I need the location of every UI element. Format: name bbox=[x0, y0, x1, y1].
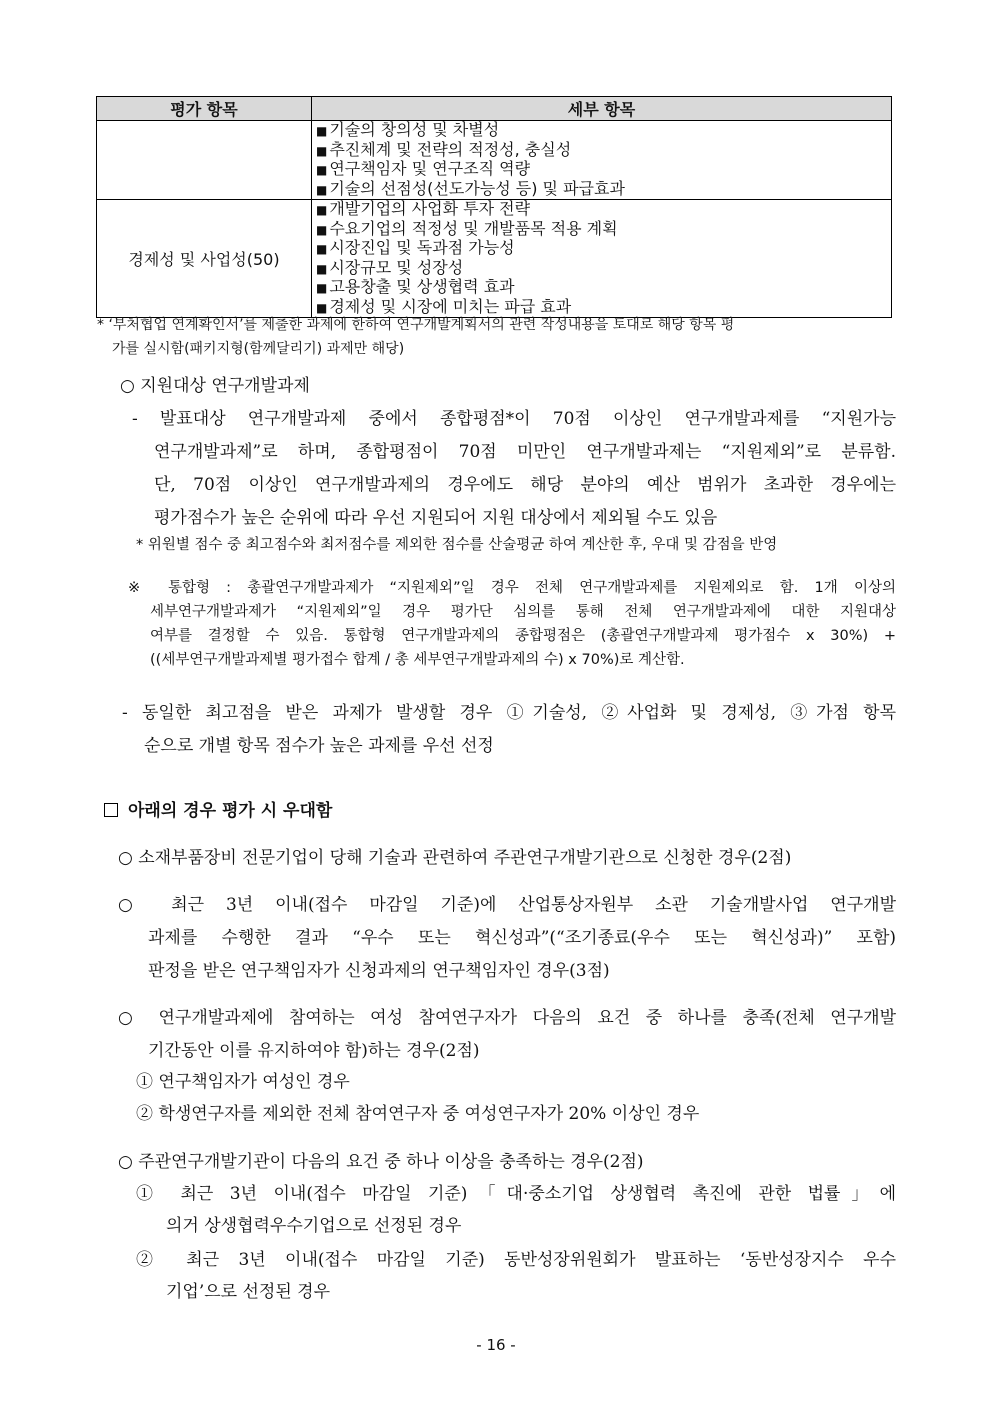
section-title: ○ 지원대상 연구개발과제 bbox=[120, 376, 310, 396]
page-number: - 16 - bbox=[476, 1336, 516, 1354]
footnote: * 위원별 점수 중 최고점수와 최저점수를 제외한 점수를 산술평균 하여 계산한 후, 우대 및 감점을 반영 bbox=[136, 537, 778, 553]
list-item-continuation: 의거 상생협력우수기업으로 선정된 경우 bbox=[166, 1216, 462, 1236]
integrated-note-line: 여부를 결정할 수 있음. 통합형 연구개발과제의 종합평점은 (총괄연구개발과제 평가점수 x 30%) + bbox=[150, 628, 896, 644]
table-note-line: * ‘부처협업 연계확인서’를 제출한 과제에 한하여 연구개발계획서의 관련 작성내용을 토대로 해당 항목 평 bbox=[97, 317, 735, 333]
list-item: ■ 개발기업의 사업화 투자 전략 bbox=[316, 199, 531, 218]
list-item: ■ 수요기업의 적정성 및 개발품목 적용 계획 bbox=[316, 218, 618, 238]
checkbox-square-icon bbox=[104, 803, 118, 817]
list-item: ■ 기술의 창의성 및 차별성 bbox=[316, 120, 500, 139]
detail-cell bbox=[312, 121, 892, 200]
detail-cell bbox=[312, 200, 892, 318]
paragraph-line: ○ 주관연구개발기관이 다음의 요건 중 하나 이상을 충족하는 경우(2점) bbox=[118, 1152, 644, 1172]
paragraph-line: ○ 연구개발과제에 참여하는 여성 참여연구자가 다음의 요건 중 하나를 충족(전체 연구개발 bbox=[118, 1008, 896, 1028]
paragraph-line: 기간동안 이를 유지하여야 함)하는 경우(2점) bbox=[148, 1041, 480, 1061]
list-item: ① 최근 3년 이내(접수 마감일 기준)「대·중소기업 상생협력 촉진에 관한 법률」에 bbox=[136, 1184, 896, 1204]
paragraph-line: - 동일한 최고점을 받은 과제가 발생할 경우 ①기술성, ②사업화 및 경제성, ③가점 항목 bbox=[122, 703, 896, 723]
paragraph-line: ○ 최근 3년 이내(접수 마감일 기준)에 산업통상자원부 소관 기술개발사업 연구개발 bbox=[118, 895, 896, 915]
list-item: ■ 기술의 선점성(선도가능성 등) 및 파급효과 bbox=[316, 178, 625, 198]
paragraph-line: 단, 70점 이상인 연구개발과제의 경우에도 해당 분야의 예산 범위가 초과한 경우에는 bbox=[154, 475, 896, 495]
table-row bbox=[97, 121, 892, 200]
paragraph-line: ○ 소재부품장비 전문기업이 당해 기술과 관련하여 주관연구개발기관으로 신청한 경우(2점) bbox=[118, 848, 792, 868]
integrated-note-line: ※ 통합형 : 총괄연구개발과제가 “지원제외”일 경우 전체 연구개발과제를 지원제외로 함. 1개 이상의 bbox=[128, 580, 896, 596]
list-item-continuation: 기업’으로 선정된 경우 bbox=[166, 1282, 331, 1302]
list-item: ① 연구책임자가 여성인 경우 bbox=[136, 1072, 350, 1092]
table-row bbox=[97, 200, 892, 318]
header-category: 평가 항목 bbox=[97, 97, 312, 121]
section-heading: 아래의 경우 평가 시 우대함 bbox=[104, 796, 332, 821]
paragraph-line: 판정을 받은 연구책임자가 신청과제의 연구책임자인 경우(3점) bbox=[148, 961, 610, 981]
table-note-line: 가를 실시함(패키지형(함께달리기) 과제만 해당) bbox=[112, 341, 405, 357]
category-cell: 경제성 및 사업성(50) bbox=[97, 200, 312, 318]
paragraph-line: 과제를 수행한 결과 “우수 또는 혁신성과”(“조기종료(우수 또는 혁신성과)” 포함) bbox=[148, 928, 896, 948]
list-item: ■ 추진체계 및 전략의 적정성, 충실성 bbox=[316, 139, 572, 159]
list-item: ② 학생연구자를 제외한 전체 참여연구자 중 여성연구자가 20% 이상인 경우 bbox=[136, 1104, 700, 1124]
paragraph-line: 연구개발과제”로 하며, 종합평점이 70점 미만인 연구개발과제는 “지원제외”로 분류함. bbox=[154, 442, 896, 462]
list-item: ■ 시장진입 및 독과점 가능성 bbox=[316, 238, 515, 257]
integrated-note-line: ((세부연구개발과제별 평가접수 합계 / 총 세부연구개발과제의 수) x 70%)로 계산함. bbox=[150, 652, 685, 668]
paragraph-line: - 발표대상 연구개발과제 중에서 종합평점*이 70점 이상인 연구개발과제를 “지원가능 bbox=[132, 409, 896, 429]
list-item: ② 최근 3년 이내(접수 마감일 기준) 동반성장위원회가 발표하는 ‘동반성장지수 우수 bbox=[136, 1250, 896, 1270]
header-detail: 세부 항목 bbox=[312, 97, 892, 121]
list-item: ■ 경제성 및 시장에 미치는 파급 효과 bbox=[316, 296, 572, 316]
list-item: ■ 고용창출 및 상생협력 효과 bbox=[316, 277, 515, 296]
evaluation-table bbox=[96, 96, 892, 318]
category-cell bbox=[97, 121, 312, 200]
list-item: ■ 연구책임자 및 연구조직 역량 bbox=[316, 159, 531, 178]
paragraph-line: 순으로 개별 항목 점수가 높은 과제를 우선 선정 bbox=[144, 736, 494, 756]
list-item: ■ 시장규모 및 성장성 bbox=[316, 257, 464, 277]
integrated-note-line: 세부연구개발과제가 “지원제외”일 경우 평가단 심의를 통해 전체 연구개발과제에 대한 지원대상 bbox=[150, 604, 896, 620]
paragraph-line: 평가점수가 높은 순위에 따라 우선 지원되어 지원 대상에서 제외될 수도 있음 bbox=[154, 508, 718, 528]
